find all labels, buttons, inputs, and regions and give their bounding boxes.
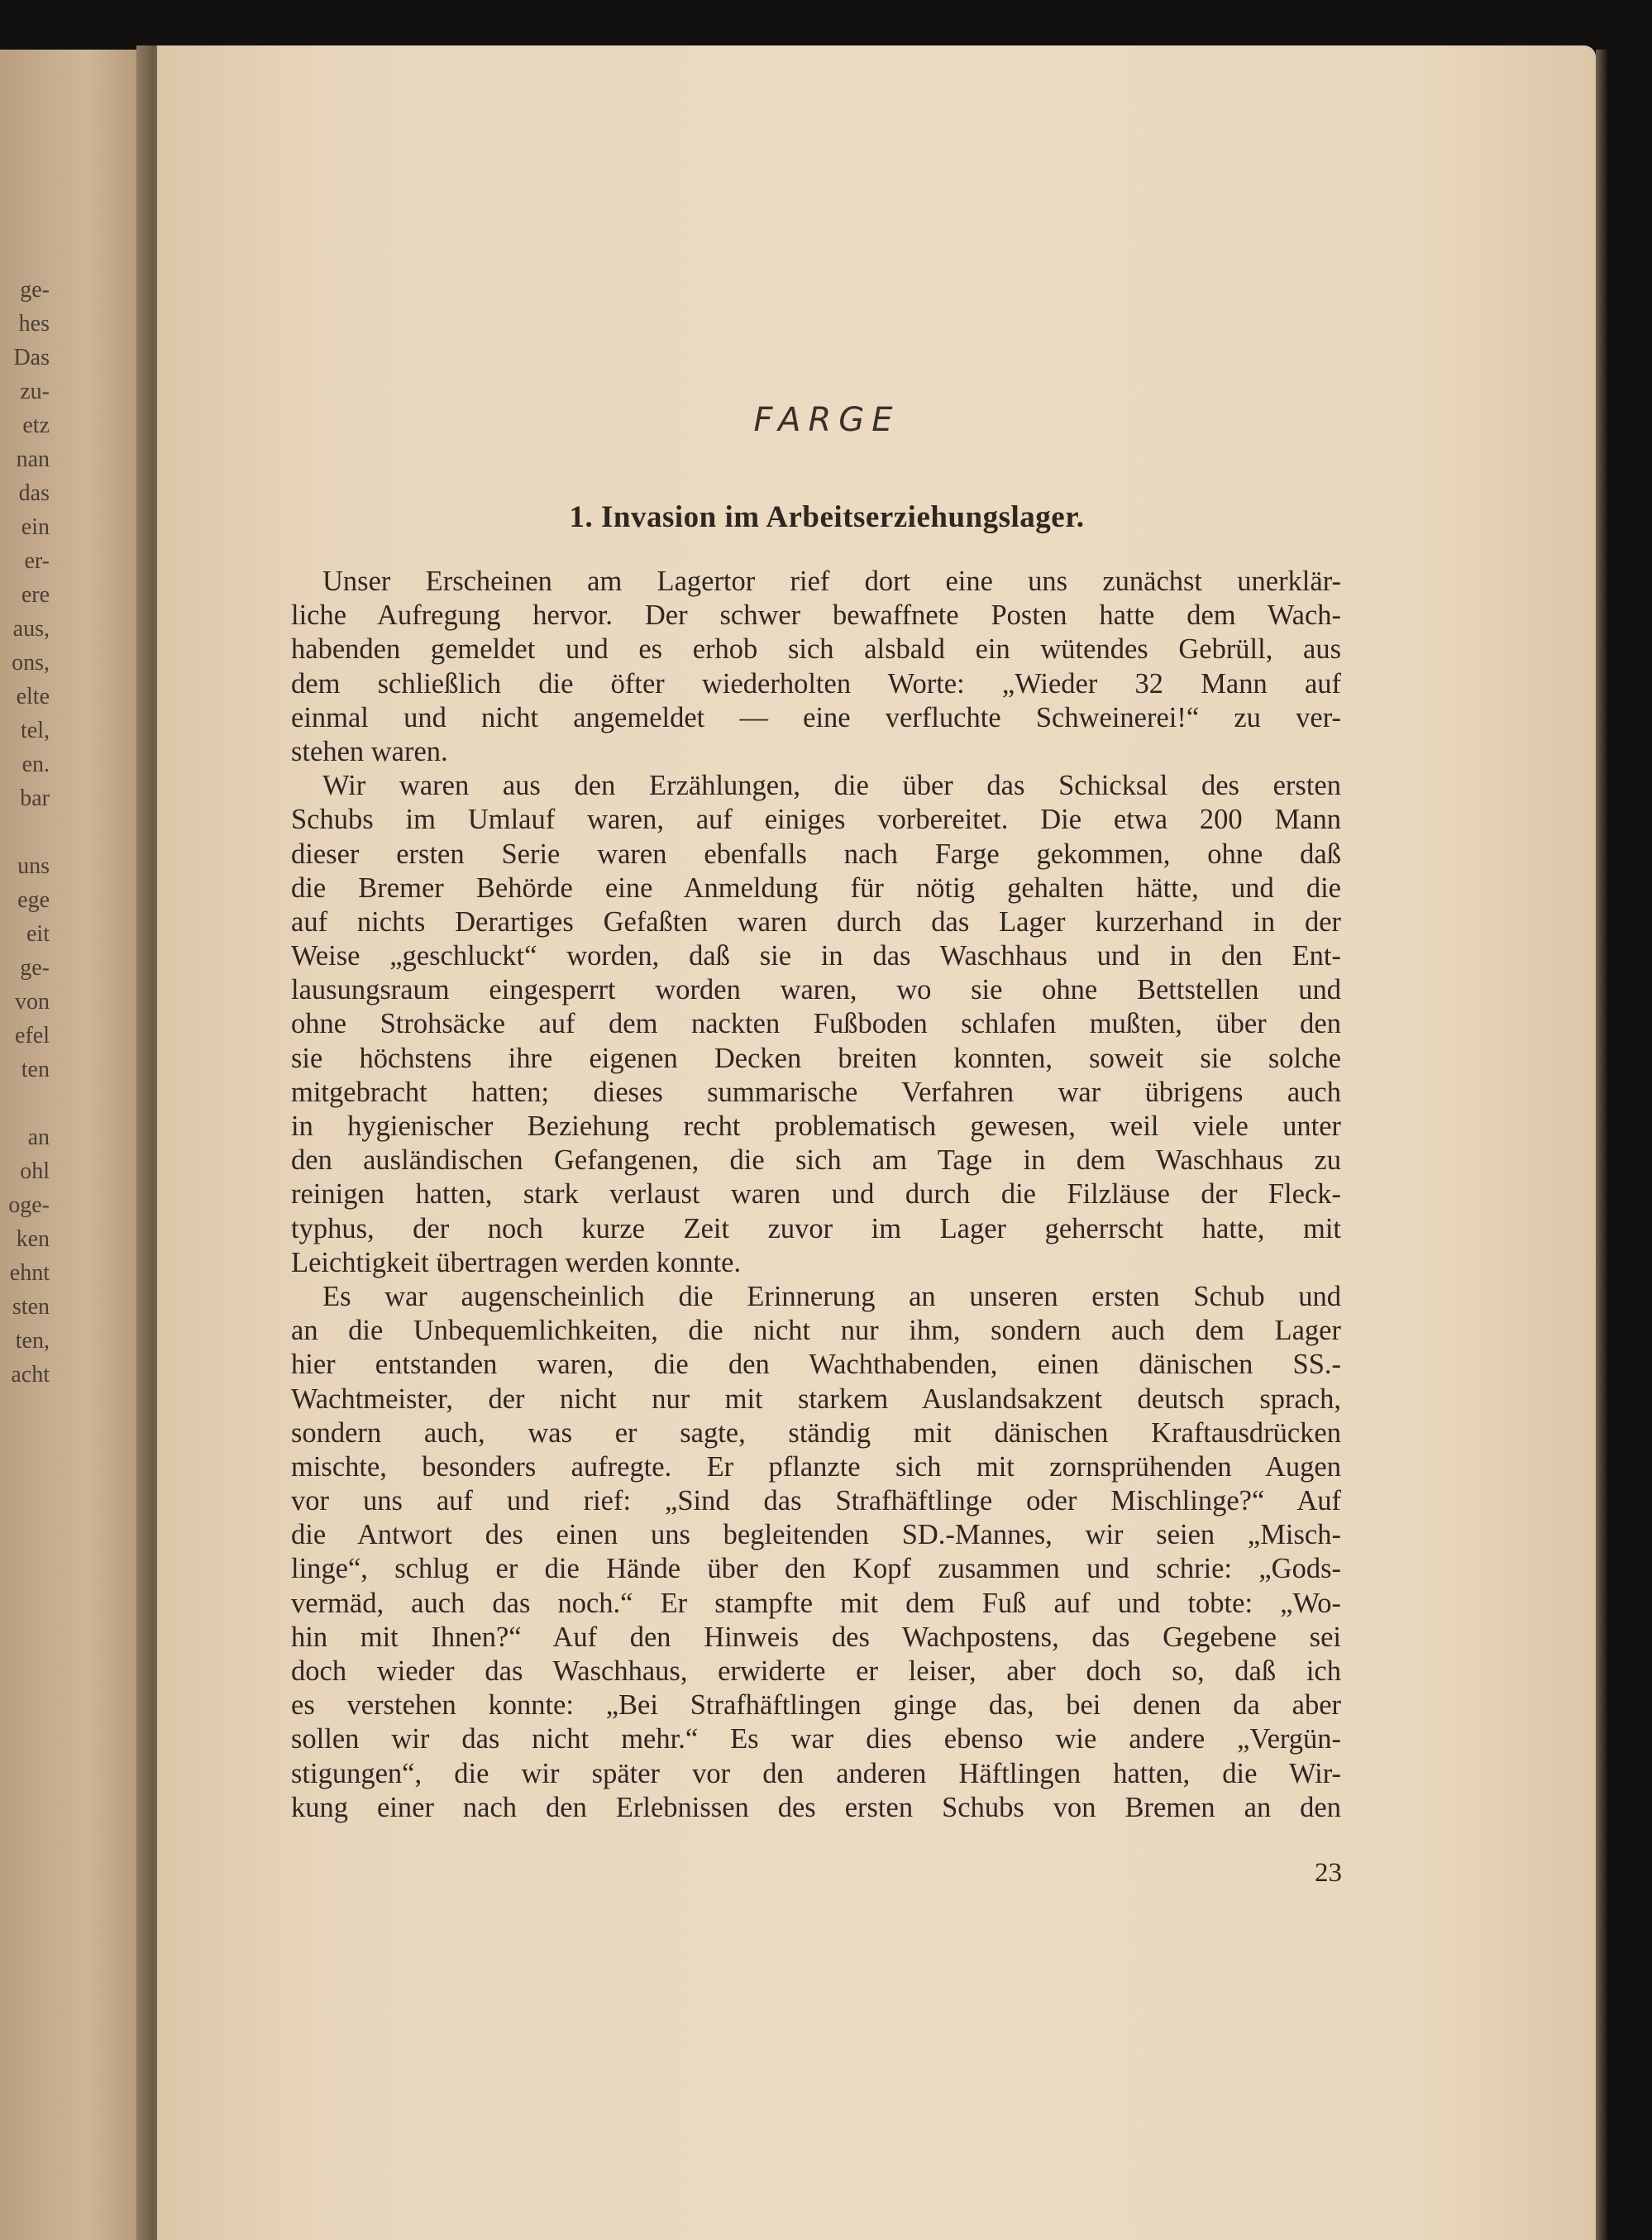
text-line: reinigen hatten, stark verlaust waren und durch die Filzläuse der Fleck- (291, 1178, 1341, 1211)
left-fragment: Das (13, 345, 50, 370)
text-line: Schubs im Umlauf waren, auf einiges vorbereitet. Die etwa 200 Mann (291, 804, 1341, 836)
left-fragment: aus, (12, 616, 50, 642)
left-fragment: ehnt (9, 1260, 50, 1286)
left-fragment: ege (17, 887, 50, 913)
body-text (291, 565, 1341, 1825)
text-line: Unser Erscheinen am Lagertor rief dort eine uns zunächst unerklär- (322, 566, 1341, 597)
left-fragment-gap (0, 815, 50, 849)
left-fragment: sten (12, 1294, 50, 1320)
chapter-title: FARGE (753, 401, 900, 439)
text-line: habenden gemeldet und es erhob sich alsbald ein wütendes Gebrüll, aus (291, 633, 1341, 666)
page-edge-shadow (1596, 50, 1607, 2240)
left-fragment: en. (21, 752, 50, 777)
left-fragment: ten, (15, 1328, 50, 1354)
text-line: Wachtmeister, der nicht nur mit starkem Auslandsakzent deutsch sprach, (291, 1383, 1341, 1415)
text-line: Weise „geschluckt“ worden, daß sie in das Waschhaus und in den Ent- (291, 940, 1341, 972)
page-number: 23 (1315, 1858, 1342, 1888)
text-line: einmal und nicht angemeldet — eine verfluchte Schweinerei!“ zu ver- (291, 701, 1341, 733)
text-line: vermäd, auch das noch.“ Er stampfte mit dem Fuß auf und tobte: „Wo- (291, 1587, 1341, 1619)
left-page-edge (0, 50, 157, 2240)
text-line: Leichtigkeit übertragen werden konnte. (291, 1246, 742, 1278)
text-line: liche Aufregung hervor. Der schwer bewaffnete Posten hatte dem Wach- (291, 599, 1341, 632)
text-line: Es war augenscheinlich die Erinnerung an unseren ersten Schub und (322, 1280, 1341, 1312)
left-fragment: eit (26, 921, 50, 947)
left-fragment: acht (11, 1362, 50, 1387)
text-line: linge“, schlug er die Hände über den Kopf zusammen und schrie: „Gods- (291, 1553, 1341, 1585)
left-fragment: etz (22, 413, 50, 438)
text-line: sondern auch, was er sagte, ständig mit dänischen Kraftausdrücken (291, 1416, 1341, 1449)
left-fragment: er- (24, 548, 50, 574)
left-fragment: ge- (20, 277, 50, 303)
text-line: mischte, besonders aufregte. Er pflanzte sich mit zornsprühenden Augen (291, 1450, 1341, 1483)
left-fragment: zu- (20, 379, 50, 404)
text-line: typhus, der noch kurze Zeit zuvor im Lager geherrscht hatte, mit (291, 1212, 1341, 1244)
section-heading: 1. Invasion im Arbeitserziehungslager. (569, 500, 1085, 534)
text-line: dieser ersten Serie waren ebenfalls nach Farge gekommen, ohne daß (291, 838, 1341, 870)
text-line: kung einer nach den Erlebnissen des ersten Schubs von Bremen an den (291, 1791, 1341, 1823)
text-line: stehen waren. (291, 735, 448, 767)
text-line: ohne Strohsäcke auf dem nackten Fußboden schlafen mußten, über den (291, 1008, 1341, 1040)
left-page-text-fragments (0, 273, 50, 1392)
left-fragment: elte (16, 684, 50, 709)
text-line: mitgebracht hatten; dieses summarische Verfahren war übrigens auch (291, 1076, 1341, 1108)
left-fragment: bar (20, 786, 50, 811)
text-line: auf nichts Derartiges Gefaßten waren durch das Lager kurzerhand in der (291, 905, 1341, 938)
left-fragment: an (27, 1125, 50, 1150)
left-fragment: ere (21, 582, 50, 608)
text-line: den ausländischen Gefangenen, die sich am Tage in dem Waschhaus zu (291, 1144, 1341, 1177)
left-fragment: oge- (8, 1192, 50, 1218)
text-line: stigungen“, die wir später vor den anderen Häftlingen hatten, die Wir- (291, 1757, 1341, 1789)
left-fragment: ohl (20, 1158, 50, 1184)
left-fragment: ken (16, 1226, 50, 1252)
left-fragment: nan (16, 447, 50, 472)
text-line: sie höchstens ihre eigenen Decken breiten konnten, soweit sie solche (291, 1042, 1341, 1074)
left-fragment: ons, (12, 650, 50, 676)
text-line: es verstehen konnte: „Bei Strafhäftlingen ginge das, bei denen da aber (291, 1689, 1341, 1722)
text-line: hier entstanden waren, die den Wachthabenden, einen dänischen SS.- (291, 1349, 1341, 1381)
left-fragment: tel, (21, 718, 50, 743)
text-line: in hygienischer Beziehung recht problematisch gewesen, weil viele unter (291, 1110, 1341, 1142)
left-fragment: hes (18, 311, 50, 337)
text-line: vor uns auf und rief: „Sind das Strafhäftlinge oder Mischlinge?“ Auf (291, 1485, 1341, 1517)
text-line: hin mit Ihnen?“ Auf den Hinweis des Wachpostens, das Gegebene sei (291, 1621, 1341, 1653)
text-line: die Bremer Behörde eine Anmeldung für nötig gehalten hätte, und die (291, 872, 1341, 904)
left-fragment: ge- (20, 955, 50, 981)
text-line: Wir waren aus den Erzählungen, die über das Schicksal des ersten (322, 770, 1341, 802)
left-fragment: efel (15, 1023, 50, 1048)
text-line: lausungsraum eingesperrt worden waren, wo sie ohne Bettstellen und (291, 974, 1341, 1006)
left-fragment: ten (21, 1057, 50, 1082)
text-line: sollen wir das nicht mehr.“ Es war dies ebenso wie andere „Vergün- (291, 1723, 1341, 1755)
text-line: die Antwort des einen uns begleitenden SD.-Mannes, wir seien „Misch- (291, 1519, 1341, 1551)
left-fragment: von (15, 989, 50, 1015)
left-fragment-gap (0, 1087, 50, 1120)
text-line: an die Unbequemlichkeiten, die nicht nur ihm, sondern auch dem Lager (291, 1315, 1341, 1347)
left-fragment: das (18, 480, 50, 506)
left-fragment: uns (17, 853, 50, 879)
left-fragment: ein (21, 514, 50, 540)
text-line: doch wieder das Waschhaus, erwiderte er leiser, aber doch so, daß ich (291, 1655, 1341, 1687)
text-line: dem schließlich die öfter wiederholten Worte: „Wieder 32 Mann auf (291, 667, 1341, 700)
